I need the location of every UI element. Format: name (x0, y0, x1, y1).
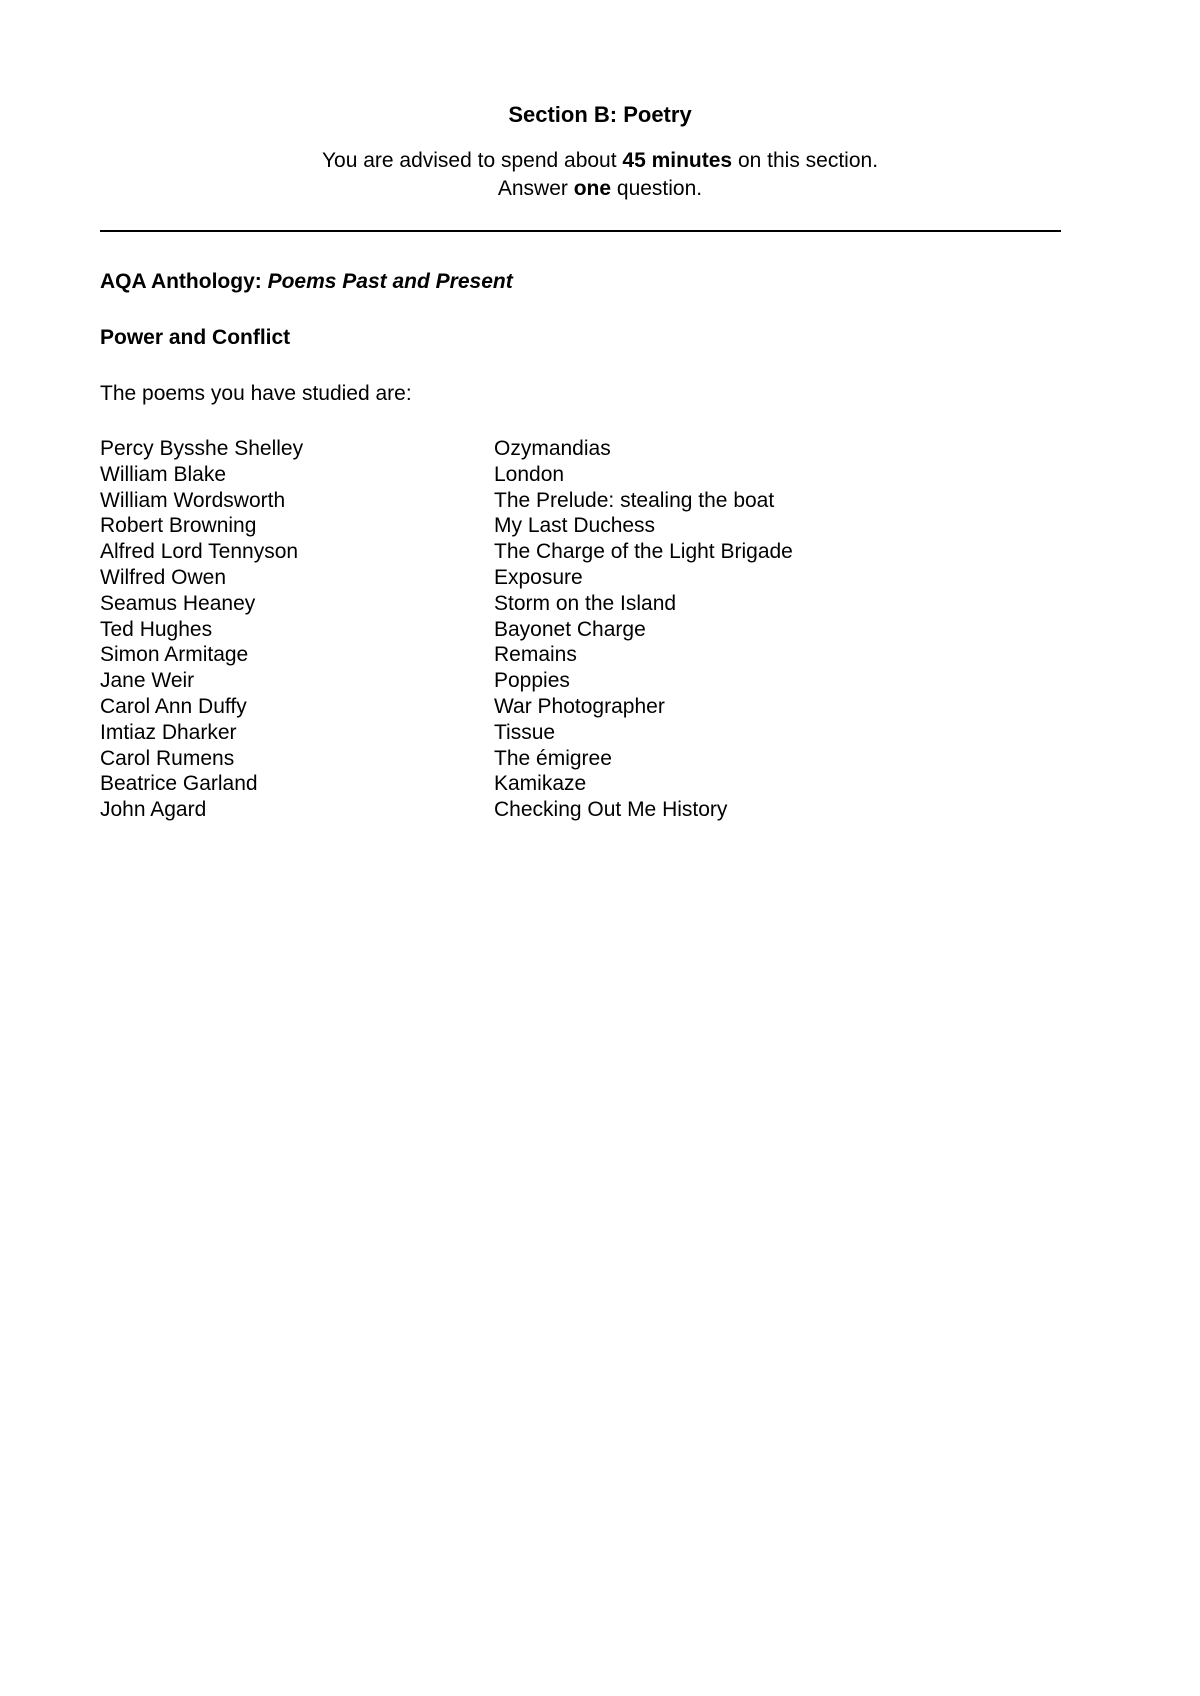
poem-title: Checking Out Me History (494, 798, 728, 822)
poem-title: Ozymandias (494, 437, 611, 460)
poem-title: The Charge of the Light Brigade (494, 540, 793, 564)
anthology-title: Poems Past and Present (267, 270, 513, 293)
poet-name: John Agard (100, 798, 207, 822)
poem-row (100, 720, 1000, 746)
poet-name: William Blake (100, 462, 227, 486)
answer-instruction-count: one (573, 177, 612, 200)
poem-title: The émigree (494, 746, 612, 770)
poem-row (100, 591, 1000, 617)
poem-row (100, 462, 1000, 488)
time-advice-duration: 45 minutes (622, 149, 733, 172)
poem-row (100, 694, 1000, 720)
poem-title: War Photographer (494, 694, 665, 718)
poem-title: Storm on the Island (494, 591, 677, 615)
poet-name: William Wordsworth (100, 488, 286, 512)
poem-row (100, 436, 1000, 462)
anthology-heading (100, 268, 513, 296)
poem-row (100, 565, 1000, 591)
poem-row (100, 668, 1000, 694)
time-advice-text: You are advised to spend about (321, 149, 623, 172)
poem-row (100, 617, 1000, 643)
poem-list (100, 436, 1000, 823)
poem-row (100, 642, 1000, 668)
poet-name: Wilfred Owen (100, 565, 227, 589)
cluster-heading: Power and Conflict (100, 326, 291, 349)
poem-title: The Prelude: stealing the boat (494, 488, 775, 512)
section-title: Section B: Poetry (508, 102, 692, 127)
poet-name: Seamus Heaney (100, 591, 256, 615)
poem-title: Bayonet Charge (494, 617, 646, 641)
poet-name: Jane Weir (100, 669, 195, 693)
poet-name: Carol Rumens (100, 746, 235, 770)
answer-instruction-suffix: question. (611, 177, 703, 200)
poem-title: Exposure (494, 565, 583, 589)
poem-row (100, 513, 1000, 539)
poet-name: Ted Hughes (100, 617, 213, 641)
time-advice-suffix: on this section. (732, 149, 879, 172)
poem-title: My Last Duchess (494, 514, 656, 538)
poet-name: Imtiaz Dharker (100, 720, 237, 744)
answer-instruction (0, 175, 1200, 203)
poem-title: Remains (494, 643, 577, 667)
section-divider (100, 230, 1061, 232)
anthology-label: AQA Anthology: (100, 270, 268, 293)
poet-name: Simon Armitage (100, 643, 249, 667)
poem-row (100, 797, 1000, 823)
poem-row (100, 539, 1000, 565)
poems-intro: The poems you have studied are: (100, 382, 412, 405)
time-advice (0, 147, 1200, 175)
poet-name: Carol Ann Duffy (100, 694, 247, 718)
poem-row (100, 771, 1000, 797)
poet-name: Alfred Lord Tennyson (100, 540, 299, 564)
poet-name: Beatrice Garland (100, 772, 258, 796)
poem-title: London (494, 462, 565, 486)
answer-instruction-text: Answer (497, 177, 574, 200)
poem-row (100, 746, 1000, 772)
poet-name: Robert Browning (100, 514, 257, 538)
poem-title: Poppies (494, 669, 570, 693)
poem-row (100, 488, 1000, 514)
poem-title: Tissue (494, 720, 556, 744)
poet-name: Percy Bysshe Shelley (100, 437, 304, 460)
poem-title: Kamikaze (494, 772, 587, 796)
